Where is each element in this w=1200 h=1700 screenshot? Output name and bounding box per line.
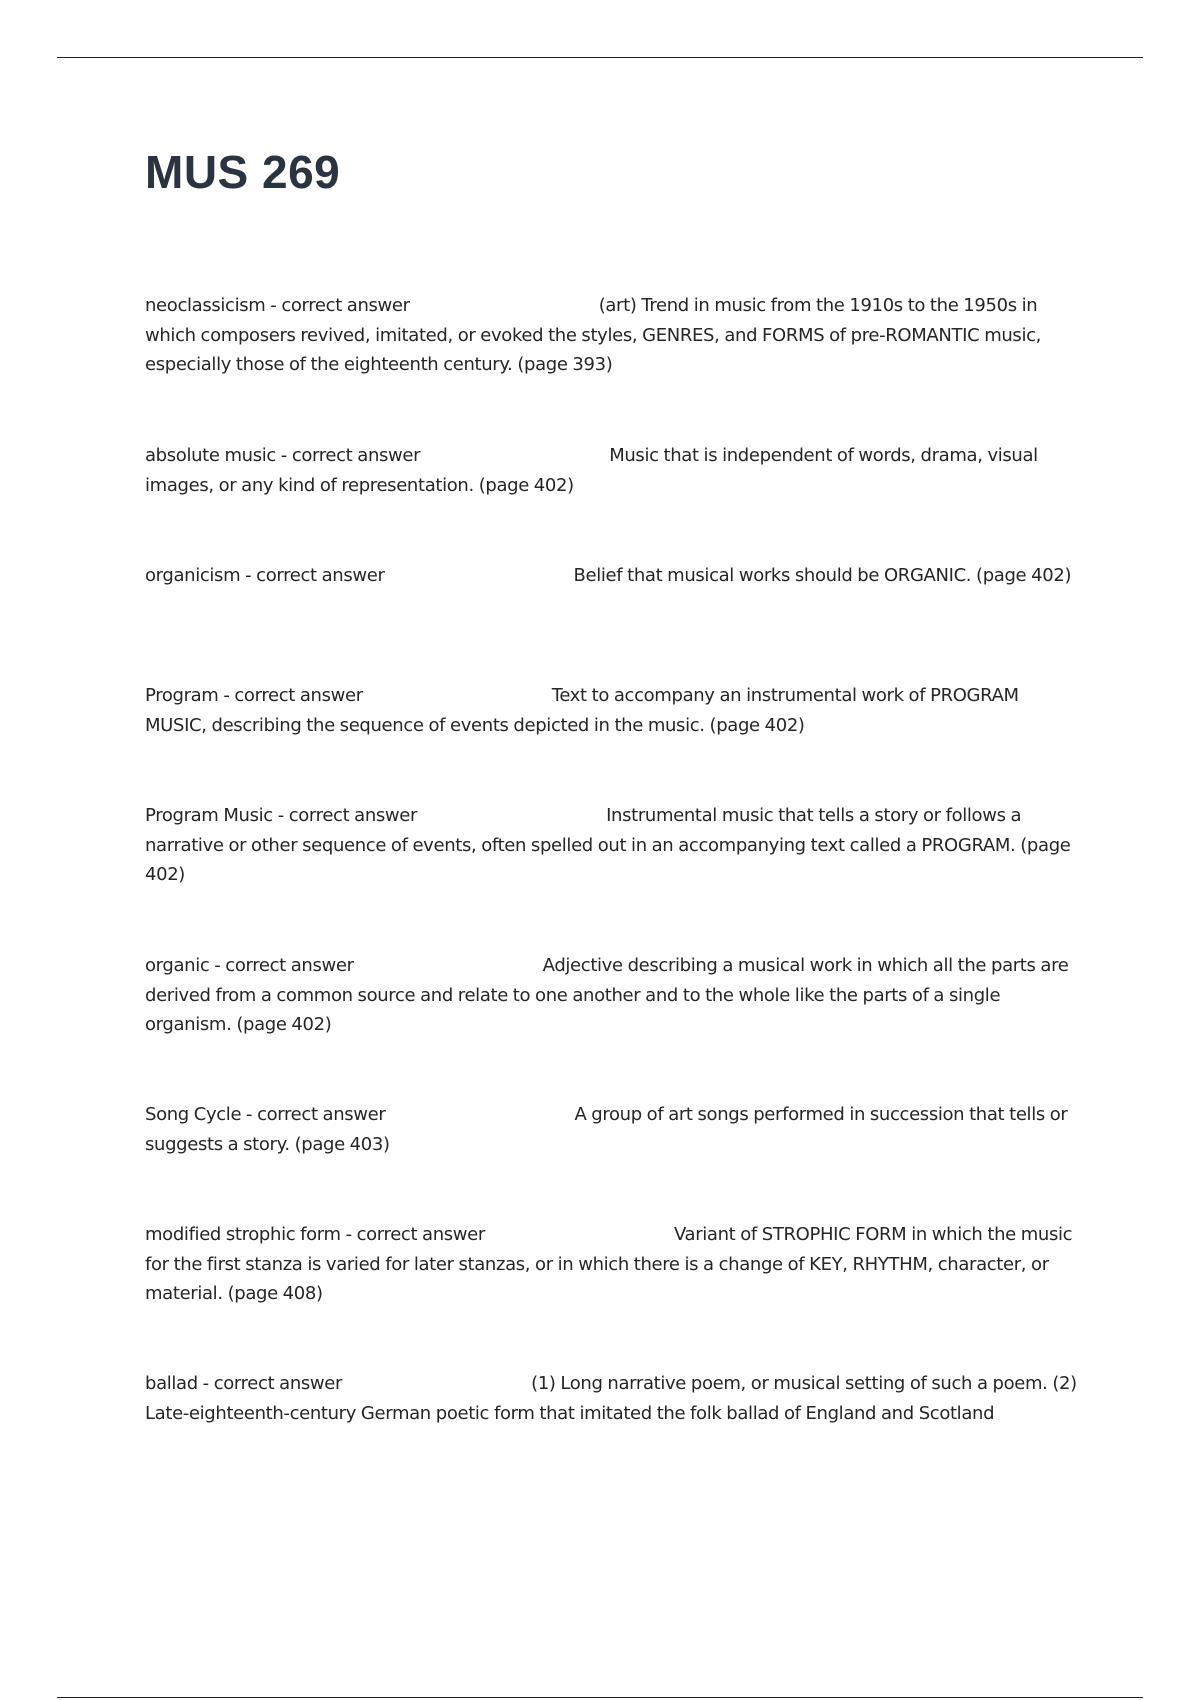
definition: (art) Trend in music from the 1910s to the 1950s in which composers revived, imitated, or evoked the styles, GENRES, and FORMS of pre-ROMANTIC music, especially those of the eighteenth century. (page 393) bbox=[145, 295, 1042, 375]
term: absolute music - correct answer bbox=[145, 445, 421, 466]
term: organic - correct answer bbox=[145, 955, 354, 976]
term: Program Music - correct answer bbox=[145, 805, 418, 826]
term: organicism - correct answer bbox=[145, 565, 385, 586]
flashcard-entry bbox=[145, 561, 1080, 591]
flashcard-entry bbox=[145, 441, 1080, 500]
definition: Adjective describing a musical work in which all the parts are derived from a common source and relate to one another and to the whole like the parts of a single organism. (page 402) bbox=[145, 955, 1069, 1035]
term: Program - correct answer bbox=[145, 685, 363, 706]
term: neoclassicism - correct answer bbox=[145, 295, 410, 316]
top-rule bbox=[57, 57, 1143, 58]
definition: Variant of STROPHIC FORM in which the music for the first stanza is varied for later stanzas, or in which there is a change of KEY, RHYTHM, character, or material. (page 408) bbox=[145, 1224, 1073, 1304]
bottom-rule bbox=[57, 1697, 1143, 1698]
flashcard-entry bbox=[145, 951, 1080, 1040]
flashcard-entry bbox=[145, 291, 1080, 380]
flashcard-entry bbox=[145, 801, 1080, 890]
term: Song Cycle - correct answer bbox=[145, 1104, 386, 1125]
definition: Music that is independent of words, drama, visual images, or any kind of representation. (page 402) bbox=[145, 445, 1038, 496]
definition: A group of art songs performed in succession that tells or suggests a story. (page 403) bbox=[145, 1104, 1068, 1155]
flashcard-entry bbox=[145, 1100, 1080, 1159]
definition: Belief that musical works should be ORGANIC. (page 402) bbox=[573, 565, 1072, 586]
term: ballad - correct answer bbox=[145, 1373, 343, 1394]
term: modified strophic form - correct answer bbox=[145, 1224, 485, 1245]
flashcard-entry bbox=[145, 1369, 1080, 1428]
definition: Instrumental music that tells a story or follows a narrative or other sequence of events, often spelled out in an accompanying text called a PROGRAM. (page 402) bbox=[145, 805, 1071, 885]
flashcard-entry bbox=[145, 681, 1080, 740]
page-title: MUS 269 bbox=[145, 146, 341, 198]
definition: (1) Long narrative poem, or musical setting of such a poem. (2) Late-eighteenth-century German poetic form that imitated the folk ballad of England and Scotland bbox=[145, 1373, 1077, 1424]
definition: Text to accompany an instrumental work of PROGRAM MUSIC, describing the sequence of events depicted in the music. (page 402) bbox=[145, 685, 1019, 736]
flashcard-entry bbox=[145, 1220, 1080, 1309]
